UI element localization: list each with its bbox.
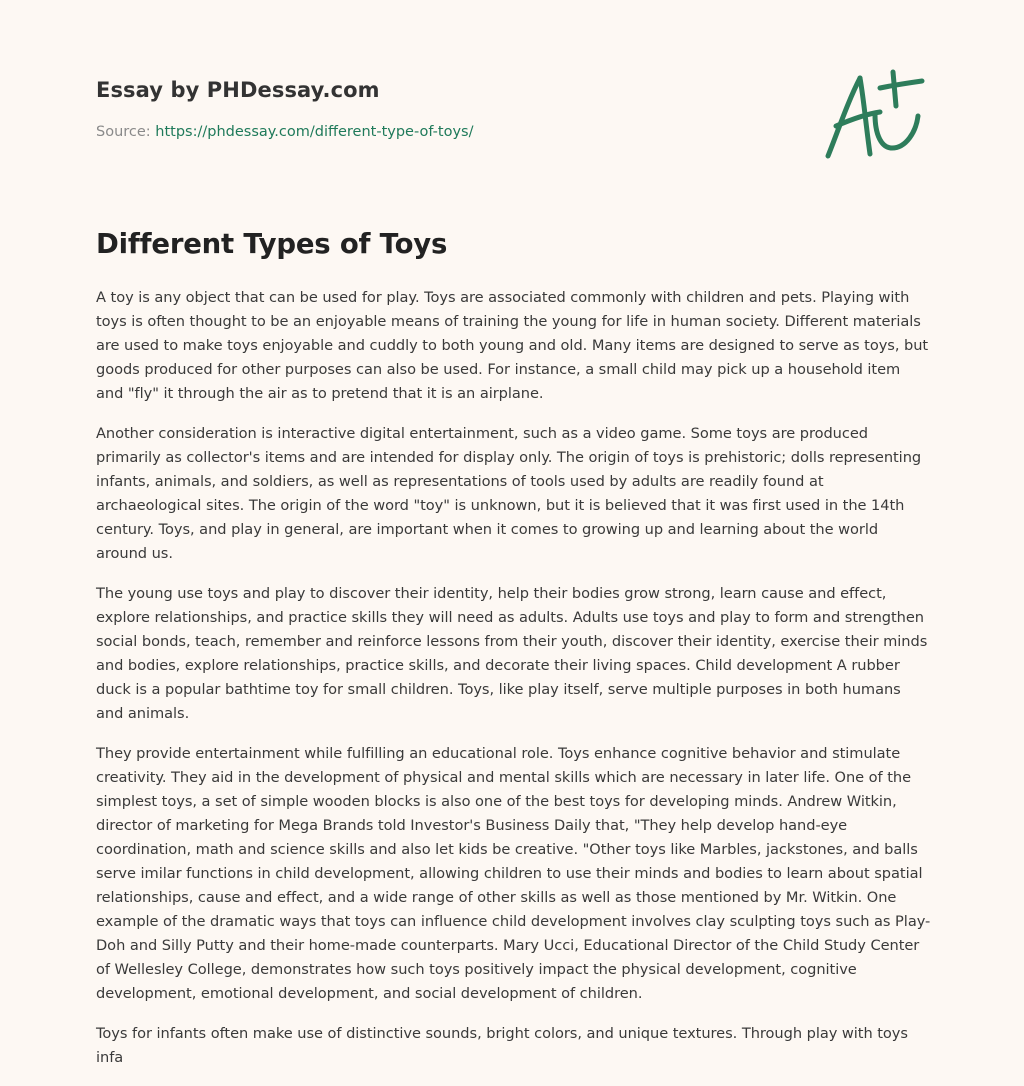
a-plus-logo-icon — [820, 66, 930, 166]
source-label: Source: — [96, 124, 156, 140]
essay-body — [96, 286, 932, 1086]
essay-header — [96, 76, 736, 142]
essay-paragraph: The young use toys and play to discover their identity, help their bodies grow strong, learn cause and effect, explore relationships, and practice skills they will need as adults. Adults use toys and play to form and strengthen social bonds, teach, remember and reinforce lessons from their youth, discover their identity, exercise their minds and bodies, explore relationships, practice skills, and decorate their living spaces. Child development A rubber duck is a popular bathtime toy for small children. Toys, like play itself, serve multiple purposes in both humans and animals. — [96, 585, 928, 722]
essay-paragraph: Another consideration is interactive digital entertainment, such as a video game. Some toys are produced primarily as collector's items and are intended for display only. The origin of toys is prehistoric; dolls representing infants, animals, and soldiers, as well as representations of tools used by adults are readily found at archaeological sites. The origin of the word "toy" is unknown, but it is believed that it was first used in the 14th century. Toys, and play in general, are important when it comes to growing up and learning about the world around us. — [96, 425, 922, 562]
essay-paragraph: A toy is any object that can be used for play. Toys are associated commonly with children and pets. Playing with toys is often thought to be an enjoyable means of training the young for life in human society. Different materials are used to make toys enjoyable and cuddly to both young and old. Many items are designed to serve as toys, but goods produced for other purposes can also be used. For instance, a small child may pick up a household item and "fly" it through the air as to pretend that it is an airplane. — [96, 289, 929, 402]
essay-title: Different Types of Toys — [96, 228, 448, 260]
source-line — [96, 122, 736, 142]
source-link[interactable]: https://phdessay.com/different-type-of-toys/ — [155, 124, 474, 140]
essay-paragraph: Toys for infants often make use of distinctive sounds, bright colors, and unique textures. Through play with toys infa — [96, 1025, 908, 1066]
essay-paragraph: They provide entertainment while fulfilling an educational role. Toys enhance cognitive behavior and stimulate creativity. They aid in the development of physical and mental skills which are necessary in later life. One of the simplest toys, a set of simple wooden blocks is also one of the best toys for developing minds. Andrew Witkin, director of marketing for Mega Brands told Investor's Business Daily that, "They help develop hand-eye coordination, math and science skills and also let kids be creative. "Other toys like Marbles, jackstones, and balls serve imilar functions in child development, allowing children to use their minds and bodies to learn about spatial relationships, cause and effect, and a wide range of other skills as well as those mentioned by Mr. Witkin. One example of the dramatic ways that toys can influence child development involves clay sculpting toys such as Play-Doh and Silly Putty and their home-made counterparts. Mary Ucci, Educational Director of the Child Study Center of Wellesley College, demonstrates how such toys positively impact the physical development, cognitive development, emotional development, and social development of children. — [96, 745, 931, 1002]
site-title: Essay by PHDessay.com — [96, 78, 380, 102]
